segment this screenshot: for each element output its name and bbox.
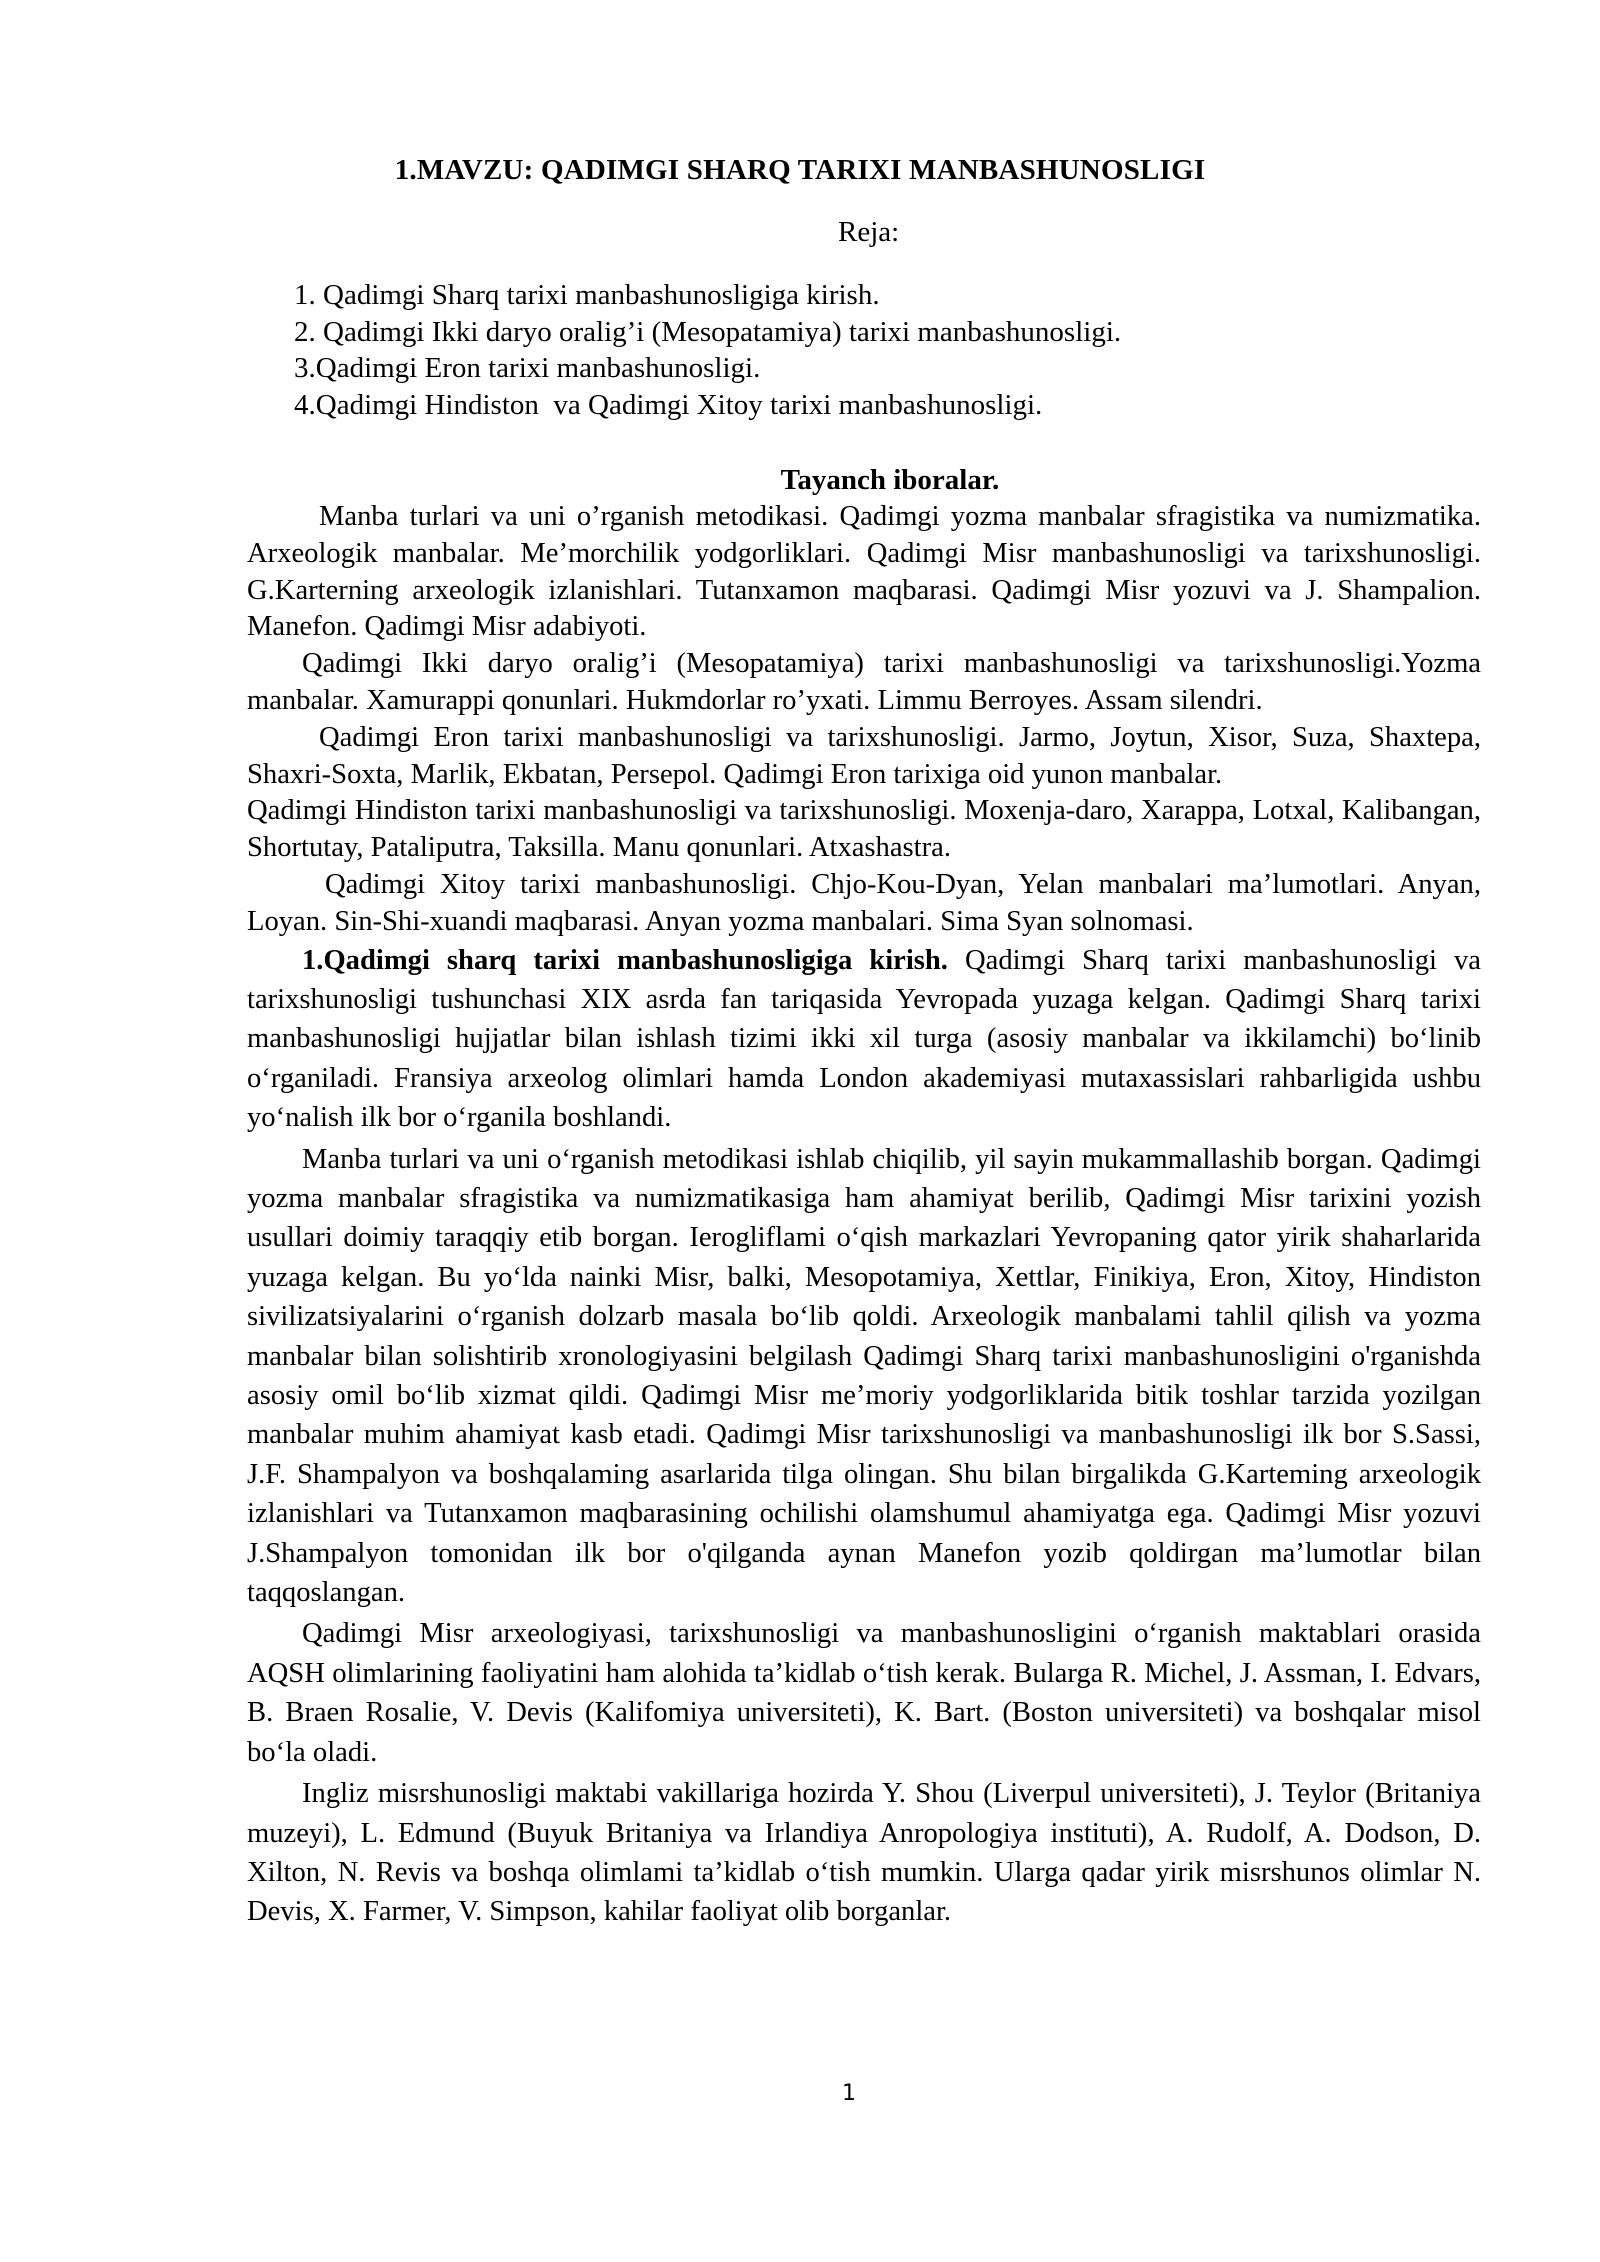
page-number: 1 (842, 2081, 856, 2106)
plan-list (294, 277, 1294, 423)
keywords-paragraph: Manba turlari va uni o’rganish metodikasi. Qadimgi yozma manbalar sfragistika va numizmatika. Arxeologik manbalar. Me’morchilik yodgorliklari. Qadimgi Misr manbashunosligi va tarixshunosligi. G.Karterning arxeologik izlanishlari. Tutanxamon maqbarasi. Qadimgi Misr yozuvi va J. Shampalion. Manefon. Qadimgi Misr adabiyoti. (247, 501, 1481, 643)
section-text: Qadimgi Sharq tarixi manbashunosligi va tarixshunosligi tushunchasi XIX asrda fan tariqasida Yevropada yuzaga kelgan. Qadimgi Sharq tarixi manbashunosligi hujjatlar bilan ishlash tizimi ikki xil turga (asosiy manbalar va ikkilamchi) bo‘linib o‘rganiladi. Fransiya arxeolog olimlari hamda London akademiyasi mutaxassislari rahbarligida ushbu yo‘nalish ilk bor o‘rganila boshlandi. (247, 944, 1481, 1134)
plan-heading: Reja: (838, 216, 900, 248)
keywords-heading: Tayanch iboralar. (780, 464, 1000, 496)
section-paragraph: Manba turlari va uni o‘rganish metodikasi ishlab chiqilib, yil sayin mukammallashib borgan. Qadimgi yozma manbalar sfragistika va numizmatikasiga ham ahamiyat berilib, Qadimgi Misr tarixini yozish usullari doimiy taraqqiy etib borgan. Ierogliflami o‘qish markazlari Yevropaning qator yirik shaharlarida yuzaga kelgan. Bu yo‘lda nainki Misr, balki, Mesopotamiya, Xettlar, Finikiya, Eron, Xitoy, Hindiston sivilizatsiyalarini o‘rganish dolzarb masala bo‘lib qoldi. Arxeologik manbalami tahlil qilish va yozma manbalar bilan solishtirib xronologiyasini belgilash Qadimgi Sharq tarixi manbashunosligini o'rganishda asosiy omil bo‘lib xizmat qildi. Qadimgi Misr me’moriy yodgorliklarida bitik toshlar tarzida yozilgan manbalar muhim ahamiyat kasb etadi. Qadimgi Misr tarixshunosligi va manbashunosligi ilk bor S.Sassi, J.F. Shampalyon va boshqalaming asarlarida tilga olingan. Shu bilan birgalikda G.Karteming arxeologik izlanishlari va Tutanxamon maqbarasining ochilishi olamshumul ahamiyatga ega. Qadimgi Misr yozuvi J.Shampalyon tomonidan ilk bor o'qilganda aynan Manefon yozib qoldirgan ma’lumotlar bilan taqqoslangan. (247, 1143, 1481, 1609)
page-title: 1.MAVZU: QADIMGI SHARQ TARIXI MANBASHUNOSLIGI (394, 154, 1206, 186)
section-paragraph (247, 941, 1481, 1138)
plan-item: 3.Qadimgi Eron tarixi manbashunosligi. (294, 352, 761, 384)
plan-item: 4.Qadimgi Hindiston va Qadimgi Xitoy tarixi manbashunosligi. (294, 388, 1043, 421)
keywords-paragraph: Qadimgi Xitoy tarixi manbashunosligi. Chjo-Kou-Dyan, Yelan manbalari ma’lumotlari. Anyan, Loyan. Sin-Shi-xuandi maqbarasi. Anyan yozma manbalari. Sima Syan solnomasi. (247, 868, 1481, 937)
section-paragraph: Qadimgi Misr arxeologiyasi, tarixshunosligi va manbashunosligini o‘rganish maktablari orasida AQSH olimlarining faoliyatini ham alohida ta’kidlab o‘tish kerak. Bularga R. Michel, J. Assman, I. Edvars, B. Braen Rosalie, V. Devis (Kalifomiya universiteti), K. Bart. (Boston universiteti) va boshqalar misol bo‘la oladi. (247, 1618, 1481, 1768)
section-heading: 1.Qadimgi sharq tarixi manbashunosligiga kirish. (302, 944, 948, 976)
body-text (247, 499, 1481, 1932)
plan-item: 1. Qadimgi Sharq tarixi manbashunosligiga kirish. (294, 279, 880, 311)
keywords-paragraph: Qadimgi Eron tarixi manbashunosligi va tarixshunosligi. Jarmo, Joytun, Xisor, Suza, Shaxtepa, Shaxri-Soxta, Marlik, Ekbatan, Persepol. Qadimgi Eron tarixiga oid yunon manbalar. (247, 721, 1481, 790)
section-paragraph: Ingliz misrshunosligi maktabi vakillariga hozirda Y. Shou (Liverpul universiteti), J. Teylor (Britaniya muzeyi), L. Edmund (Buyuk Britaniya va Irlandiya Anropologiya instituti), A. Rudolf, A. Dodson, D. Xilton, N. Revis va boshqa olimlami ta’kidlab o‘tish mumkin. Ularga qadar yirik misrshunos olimlar N. Devis, X. Farmer, V. Simpson, kahilar faoliyat olib borganlar. (247, 1778, 1481, 1928)
keywords-paragraph: Qadimgi Ikki daryo oralig’i (Mesopatamiya) tarixi manbashunosligi va tarixshunosligi.Yozma manbalar. Xamurappi qonunlari. Hukmdorlar ro’yxati. Limmu Berroyes. Assam silendri. (247, 648, 1481, 716)
plan-item: 2. Qadimgi Ikki daryo oralig’i (Mesopatamiya) tarixi manbashunosligi. (294, 315, 1122, 348)
keywords-paragraph: Qadimgi Hindiston tarixi manbashunosligi va tarixshunosligi. Moxenja-daro, Xarappa, Lotxal, Kalibangan, Shortutay, Pataliputra, Taksilla. Manu qonunlari. Atxashastra. (247, 795, 1481, 864)
